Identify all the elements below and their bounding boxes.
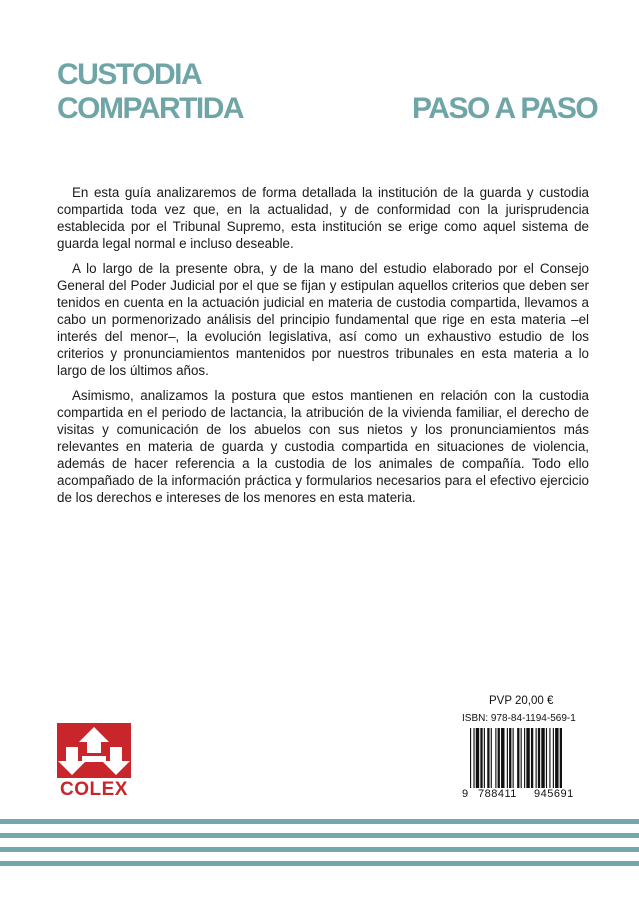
stripe-3 [0, 847, 639, 852]
paragraph-3: Asimismo, analizamos la postura que estos mantienen en relación con la custodia compartida en el periodo de lactancia, la atribución de la vivienda familiar, el derecho de visitas y comunicación de los abuelos con sus nietos y los pronunciamientos más relevantes en materia de guarda y custodia compartida en situaciones de violencia, además de hacer referencia a la custodia de los animales de compañía. Todo ello acompañado de la información práctica y formularios necesarios para el efectivo ejercicio de los derechos e intereses de los menores en esta materia. [57, 388, 589, 505]
paragraph-1: En esta guía analizaremos de forma detallada la institución de la guarda y custodia compartida toda vez que, en la actualidad, y de conformidad con la jurisprudencia establecida por el Tribunal Supremo, esta institución se erige como aquel sistema de guarda legal normal e incluso deseable. [57, 185, 589, 251]
title-right: PASO A PASO [412, 92, 598, 125]
barcode-digit-prefix: 9 [462, 788, 469, 800]
barcode-digit-group-1: 788411 [478, 788, 517, 800]
body-text [57, 184, 589, 514]
footer-stripes [0, 819, 639, 869]
stripe-1 [0, 819, 639, 824]
isbn-label: ISBN: 978-84-1194-569-1 [462, 713, 576, 724]
title-left [57, 58, 243, 126]
paragraph-2: A lo largo de la presente obra, y de la mano del estudio elaborado por el Consejo General del Poder Judicial por el que se fijan y estipulan aquellos criterios que deben ser tenidos en cuenta en la actuación judicial en materia de custodia compartida, llevamos a cabo un pormenorizado análisis del principio fundamental que rige en esta materia –el interés del menor–, la evolución legislativa, así como un exhaustivo estudio de los criterios y pronunciamientos mantenidos por nuestros tribunales en esta materia a lo largo de los últimos años. [57, 261, 589, 378]
barcode-bars-icon [462, 728, 586, 790]
price-label: PVP 20,00 € [489, 695, 554, 707]
publisher-name: COLEX [60, 779, 128, 800]
publisher-logo [57, 723, 131, 799]
barcode-digit-group-2: 945691 [534, 788, 574, 800]
barcode [462, 728, 586, 803]
colex-arrows-logo-icon [57, 723, 131, 778]
stripe-2 [0, 833, 639, 838]
title-line-1: CUSTODIA [57, 58, 202, 91]
stripe-4 [0, 861, 639, 866]
title-line-2: COMPARTIDA [57, 92, 244, 125]
